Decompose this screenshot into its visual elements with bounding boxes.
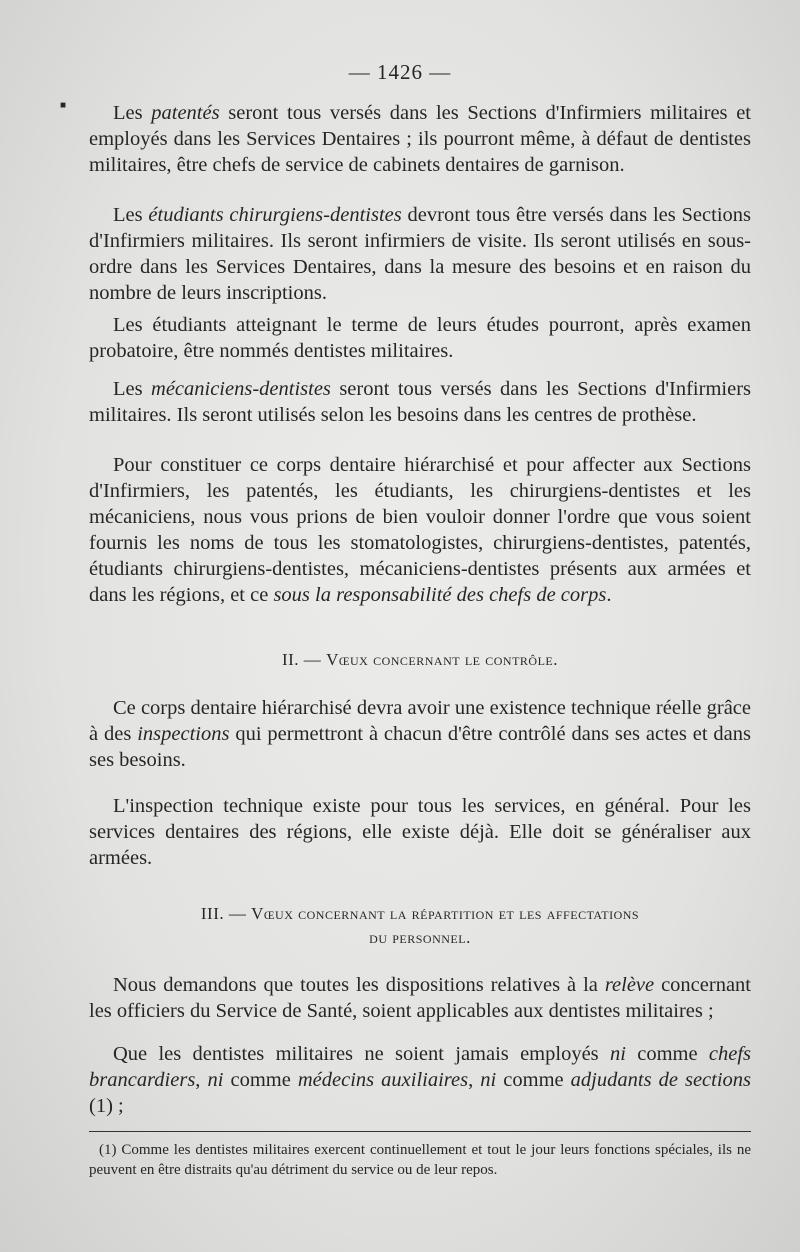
emphasis: inspections — [137, 723, 230, 745]
paragraph-inspections — [89, 695, 751, 773]
text-run: Pour constituer ce corps dentaire hiérarchisé et pour affecter aux Sections d'Infirmiers, les patentés, les étudiants, les chirurgiens-dentistes et les mécaniciens, nous vous prions de bien vouloir donner l'ordre que vous soient fournis les noms de tous les stomatologistes, chirurgiens-dentistes, patentés, étudiants chirurgiens-dentistes, mécaniciens-dentistes présents aux armées et dans les régions, et ce — [89, 454, 751, 606]
text-run: , — [195, 1069, 208, 1091]
paragraph-releve — [89, 972, 751, 1024]
text-run: Les — [113, 204, 149, 226]
text-run: qui permettront à chacun d'être contrôlé dans ses actes et dans ses besoins. — [89, 723, 751, 771]
paragraph-examen: Les étudiants atteignant le terme de leurs études pourront, après examen probatoire, être nommés dentistes militaires. — [89, 314, 751, 362]
heading-title: Vœux concernant la répartition et les affectations — [251, 904, 640, 923]
heading-number: III. — — [200, 904, 252, 923]
emphasis: chefs brancardiers — [89, 1043, 751, 1091]
text-run: , — [468, 1069, 481, 1091]
emphasis: sous la responsabilité des chefs de corps — [273, 584, 607, 606]
footnote-divider — [89, 1131, 751, 1132]
text-run: (1) ; — [89, 1095, 124, 1117]
heading-title: Vœux concernant le contrôle. — [326, 650, 558, 669]
text-run: devront tous être versés dans les Sections d'Infirmiers militaires. Ils seront infirmiers de visite. Ils seront utilisés en sous-ordre dans les Services Dentaires, dans la mesure des besoins et en raison du nombre de leurs inscriptions. — [89, 204, 751, 304]
text-run: Nous demandons que toutes les dispositions relatives à la — [113, 974, 605, 996]
paragraph-constituer — [89, 452, 751, 608]
text-run: Que les dentistes militaires ne soient jamais employés — [113, 1043, 610, 1065]
paragraph-etudiants — [89, 202, 751, 306]
footnote: (1) Comme les dentistes militaires exercent continuellement et tout le jour leurs fonctions spéciales, ils ne peuvent en être distraits qu'au détriment du service ou de leur repos. — [89, 1142, 751, 1178]
paragraph-inspection-technique: L'inspection technique existe pour tous les services, en général. Pour les services dentaires des régions, elle existe déjà. Elle doit se généraliser aux armées. — [89, 795, 751, 869]
section-heading-ii — [89, 648, 751, 672]
emphasis: étudiants chirurgiens-dentistes — [148, 204, 402, 226]
margin-mark: ■ — [60, 100, 67, 111]
page-number: — 1426 — — [348, 60, 452, 84]
emphasis: ni — [207, 1069, 224, 1091]
heading-line — [89, 902, 751, 926]
text-run: Les — [113, 102, 152, 124]
section-heading-iii — [89, 902, 751, 950]
emphasis: adjudants de sections — [570, 1069, 752, 1091]
paragraph-patentes — [89, 100, 751, 178]
emphasis: ni — [609, 1043, 626, 1065]
emphasis: mécaniciens-dentistes — [151, 378, 331, 400]
emphasis: patentés — [151, 102, 220, 124]
emphasis: médecins auxiliaires — [297, 1069, 469, 1091]
paragraph-emplois — [89, 1041, 751, 1119]
text-run: Les — [113, 378, 152, 400]
text-run: concernant les officiers du Service de Santé, soient applicables aux dentistes militaires ; — [89, 974, 751, 1022]
text-run: seront tous versés dans les Sections d'Infirmiers militaires et employés dans les Services Dentaires ; ils pourront même, à défaut de dentistes militaires, être chefs de service de cabinets dentaires de garnison. — [89, 102, 751, 176]
text-run: . — [606, 584, 612, 606]
emphasis: relève — [604, 974, 655, 996]
heading-title-continued: du personnel. — [369, 928, 471, 947]
text-run: seront tous versés dans les Sections d'Infirmiers militaires. Ils seront utilisés selon les besoins dans les centres de prothèse. — [89, 378, 751, 426]
heading-number: II. — — [281, 650, 327, 669]
text-run: comme — [625, 1043, 709, 1065]
text-run: Ce corps dentaire hiérarchisé devra avoir une existence technique réelle grâce à des — [89, 697, 751, 745]
text-run: comme — [223, 1069, 298, 1091]
emphasis: ni — [480, 1069, 497, 1091]
text-run: comme — [496, 1069, 571, 1091]
paragraph-mecaniciens — [89, 376, 751, 428]
